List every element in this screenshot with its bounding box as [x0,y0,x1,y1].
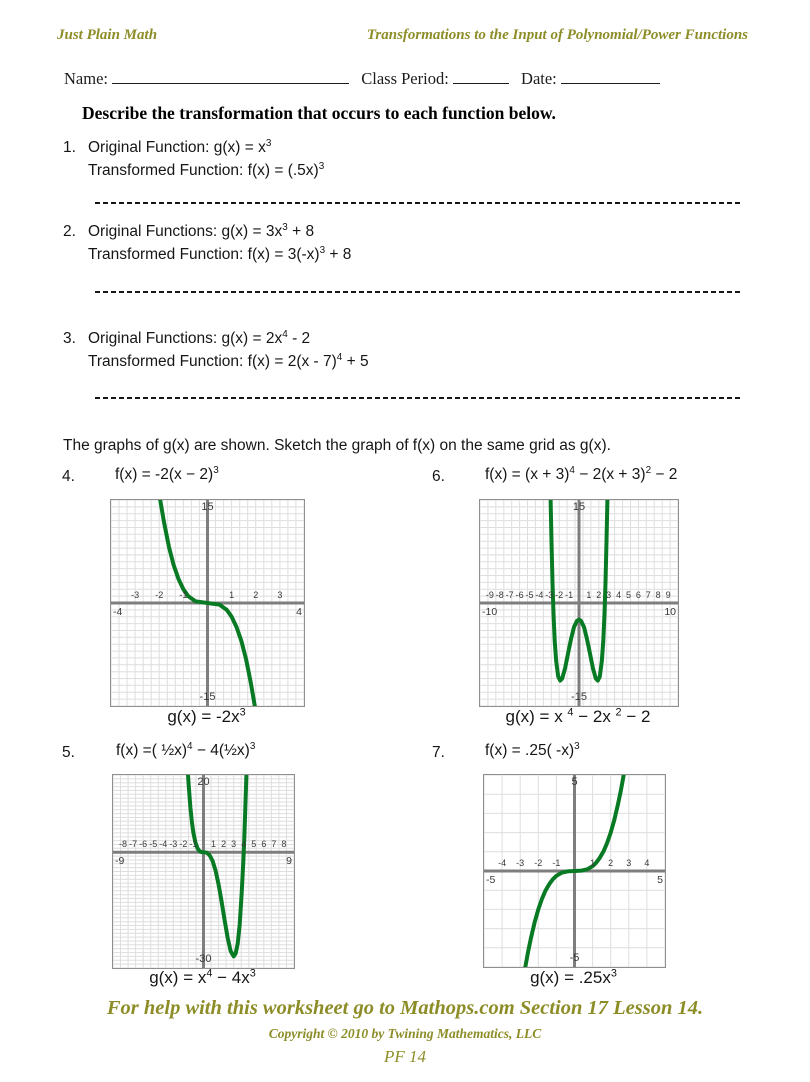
x-axis-tick-label: -1 [179,590,188,600]
x-axis-tick-label: -3 [169,839,178,850]
x-min-label: -4 [113,606,123,618]
problem-1-transformed: Transformed Function: $f(x) = (.5x)^3$ [88,160,325,179]
x-axis-tick-label: -9 [485,590,494,600]
brand-title: Just Plain Math [57,27,158,43]
graph-canvas-4[interactable] [110,499,305,707]
x-axis-tick-label: -7 [505,590,514,600]
problem-1 [63,137,324,182]
x-axis-tick-label: -2 [179,839,188,850]
x-axis-tick-label: -4 [535,590,544,600]
x-axis-tick-label: -2 [534,858,543,868]
x-axis-tick-label: -3 [131,590,140,600]
y-max-label: 5 [571,776,578,788]
problem-3 [63,328,369,373]
x-axis-tick-label: 6 [261,839,267,850]
x-axis-tick-label: -5 [525,590,534,600]
name-label: Name: [64,69,108,88]
footer-copyright: Copyright © 2010 by Twining Mathematics, LLC [268,1026,542,1041]
x-axis-tick-label: 8 [281,839,287,850]
y-max-label: 15 [572,501,586,513]
problem-3-original: Original Functions: $g(x) = 2x^4 - 2$ [88,328,311,347]
graph-canvas-7[interactable] [483,774,666,968]
x-axis-tick-label: 6 [635,590,641,600]
x-axis-tick-label: 7 [271,839,277,850]
x-axis-tick-label: -6 [139,839,148,850]
x-axis-tick-label: 1 [586,590,592,600]
problem-2-original: Original Functions: $g(x) = 3x^3 + 8$ [88,221,315,240]
problem-4-formula: $f(x) = -2(x - 2)^3$ [115,464,219,483]
problem-6-number: 6. [432,468,445,485]
x-axis-tick-label: 2 [596,590,602,600]
x-axis-tick-label: 4 [241,839,247,850]
class-period-label: Class Period: [361,69,449,88]
y-max-label: 15 [201,501,214,513]
y-min-label: -5 [569,952,580,964]
x-max-label: 9 [286,855,292,868]
footer-help-text: For help with this worksheet go to Mathops.com Section 17 Lesson 14. [106,997,704,1019]
problem-5-formula: f(x) =( ½x)$^4$ − 4(½x)$^3$ [116,740,256,759]
x-axis-tick-label: 1 [211,839,217,850]
graph-4-caption: $g(x) = -2x^3$ [167,706,246,726]
x-min-label: -9 [115,855,125,868]
x-axis-tick-label: 4 [616,590,622,600]
problem-1-number: 1. [63,139,76,156]
graph-5-caption: $g(x) = x^4 - 4x^3$ [149,967,256,987]
problem-2-transformed: Transformed Function: $f(x) = 3(-x)^3 + 8$ [88,244,352,263]
problem-5-number: 5. [62,744,75,761]
x-axis-tick-label: -3 [545,590,554,600]
x-axis-tick-label: 8 [655,590,661,600]
x-axis-tick-label: -1 [565,590,574,600]
x-axis-tick-label: 5 [251,839,257,850]
problem-4-number: 4. [62,468,75,485]
answer-line-3[interactable] [95,397,741,399]
graph-canvas-5[interactable] [112,774,295,969]
graphs-intro: The graphs of g(x) are shown. Sketch the graph of f(x) on the same grid as g(x). [63,437,611,454]
graph-6-caption: g(x) = x $^4$ − 2x $^2$ − 2 [505,706,651,726]
problem-2 [63,221,351,266]
problem-1-original: Original Function: $g(x) = x^3$ [88,137,272,156]
problem-6-formula: $f(x) = (x + 3)^4 - 2(x + 3)^2 - 2$ [485,464,678,483]
page-title: Transformations to the Input of Polynomial/Power Functions [366,27,748,43]
class-period-field[interactable] [453,68,509,84]
x-axis-tick-label: 9 [665,590,671,600]
x-axis-tick-label: 1 [590,858,596,868]
x-axis-tick-label: -3 [516,858,525,868]
x-axis-tick-label: 3 [277,590,283,600]
problem-7-formula: f(x) = .25( -x)$^3$ [485,740,580,759]
x-axis-tick-label: -2 [155,590,164,600]
x-axis-tick-label: 7 [645,590,651,600]
graph-canvas-6[interactable] [479,499,679,707]
x-axis-tick-label: -1 [552,858,561,868]
x-axis-tick-label: -2 [555,590,564,600]
name-field[interactable] [112,68,349,84]
x-axis-tick-label: 1 [229,590,235,600]
footer-page-number: PF 14 [383,1047,427,1066]
x-axis-tick-label: -4 [159,839,168,850]
problem-3-transformed: Transformed Function: f(x) = 2(x - 7)$^4$ + 5 [88,351,369,370]
y-min-label: -30 [195,953,212,965]
x-axis-tick-label: -6 [515,590,524,600]
x-max-label: 4 [296,606,302,618]
instruction-heading: Describe the transformation that occurs to each function below. [82,103,556,123]
answer-line-2[interactable] [95,291,741,293]
name-row [64,68,660,89]
x-axis-tick-label: 2 [253,590,259,600]
date-label: Date: [521,69,557,88]
x-max-label: 10 [664,606,676,618]
x-axis-tick-label: 5 [625,590,631,600]
problem-2-number: 2. [63,223,76,240]
date-field[interactable] [561,68,660,84]
x-axis-tick-label: -8 [119,839,128,850]
x-min-label: -5 [486,874,496,886]
x-max-label: 5 [657,874,663,886]
x-axis-tick-label: -5 [149,839,158,850]
problem-7-number: 7. [432,744,445,761]
x-axis-tick-label: 3 [231,839,237,850]
x-axis-tick-label: -1 [189,839,198,850]
graph-7-caption: $g(x) = .25x^3$ [530,967,617,987]
problem-3-number: 3. [63,330,76,347]
x-axis-tick-label: -4 [498,858,507,868]
x-axis-tick-label: 3 [606,590,612,600]
x-axis-tick-label: 4 [644,858,650,868]
y-min-label: -15 [199,691,216,703]
x-axis-tick-label: 2 [608,858,614,868]
answer-line-1[interactable] [95,202,741,204]
x-min-label: -10 [482,606,498,618]
x-axis-tick-label: -7 [129,839,138,850]
x-axis-tick-label: 3 [626,858,632,868]
x-axis-tick-label: 2 [221,839,227,850]
y-max-label: 20 [197,776,210,788]
y-min-label: -15 [571,691,587,703]
x-axis-tick-label: -8 [495,590,504,600]
